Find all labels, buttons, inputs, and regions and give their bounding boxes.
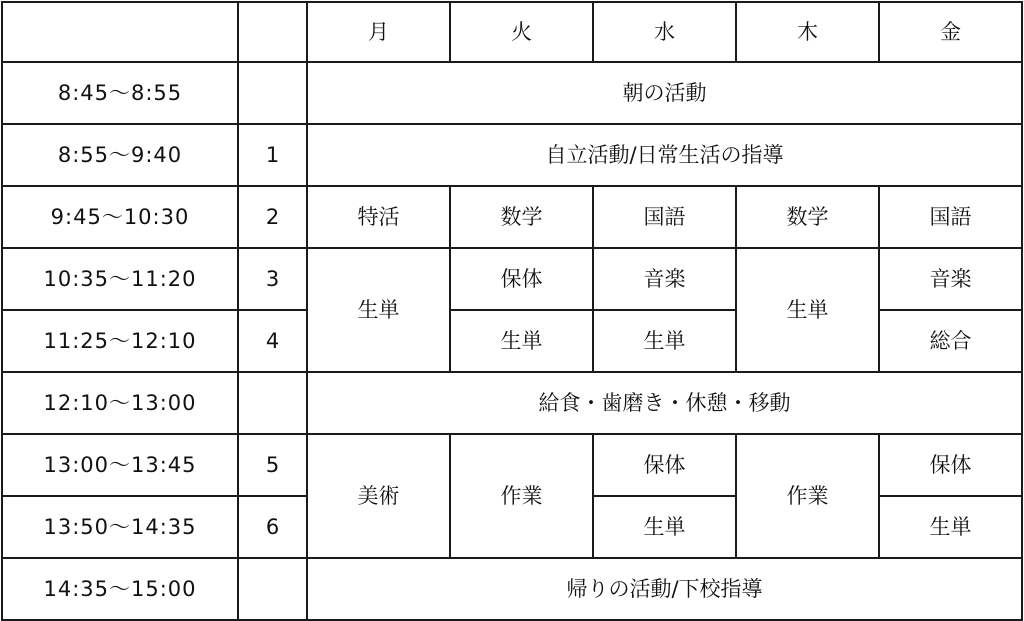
subject-cell-wed: 国語 [593, 186, 736, 248]
subject-cell-mon: 特活 [307, 186, 450, 248]
subject-cell-fri: 生単 [879, 496, 1022, 558]
header-day-tue: 火 [450, 2, 593, 62]
subject-cell-thu: 作業 [736, 434, 879, 558]
dismissal-activity-cell: 帰りの活動/下校指導 [307, 558, 1022, 620]
time-cell: 13:50〜14:35 [2, 496, 238, 558]
period-cell [238, 558, 307, 620]
table-row [2, 372, 1022, 434]
independent-activity-cell: 自立活動/日常生活の指導 [307, 124, 1022, 186]
table-row [2, 248, 1022, 310]
table-row [2, 124, 1022, 186]
period-cell: 6 [238, 496, 307, 558]
period-cell: 2 [238, 186, 307, 248]
lunch-break-cell: 給食・歯磨き・休憩・移動 [307, 372, 1022, 434]
time-cell: 12:10〜13:00 [2, 372, 238, 434]
period-cell: 4 [238, 310, 307, 372]
subject-cell-wed: 生単 [593, 310, 736, 372]
subject-cell-fri: 音楽 [879, 248, 1022, 310]
table-row [2, 62, 1022, 124]
subject-cell-tue: 数学 [450, 186, 593, 248]
header-period-cell [238, 2, 307, 62]
header-row [2, 2, 1022, 62]
header-time-cell [2, 2, 238, 62]
weekly-timetable [1, 1, 1023, 621]
header-day-thu: 木 [736, 2, 879, 62]
subject-cell-fri: 保体 [879, 434, 1022, 496]
time-cell: 8:45〜8:55 [2, 62, 238, 124]
period-cell [238, 62, 307, 124]
header-day-wed: 水 [593, 2, 736, 62]
period-cell: 3 [238, 248, 307, 310]
period-cell: 1 [238, 124, 307, 186]
table-row [2, 434, 1022, 496]
header-day-fri: 金 [879, 2, 1022, 62]
morning-activity-cell: 朝の活動 [307, 62, 1022, 124]
subject-cell-fri: 総合 [879, 310, 1022, 372]
table-row [2, 186, 1022, 248]
time-cell: 13:00〜13:45 [2, 434, 238, 496]
subject-cell-thu: 数学 [736, 186, 879, 248]
period-cell [238, 372, 307, 434]
subject-cell-mon: 生単 [307, 248, 450, 372]
time-cell: 14:35〜15:00 [2, 558, 238, 620]
time-cell: 11:25〜12:10 [2, 310, 238, 372]
period-cell: 5 [238, 434, 307, 496]
time-cell: 8:55〜9:40 [2, 124, 238, 186]
subject-cell-wed: 音楽 [593, 248, 736, 310]
time-cell: 10:35〜11:20 [2, 248, 238, 310]
time-cell: 9:45〜10:30 [2, 186, 238, 248]
subject-cell-tue: 保体 [450, 248, 593, 310]
subject-cell-mon: 美術 [307, 434, 450, 558]
subject-cell-fri: 国語 [879, 186, 1022, 248]
subject-cell-wed: 生単 [593, 496, 736, 558]
subject-cell-thu: 生単 [736, 248, 879, 372]
table-row [2, 558, 1022, 620]
subject-cell-wed: 保体 [593, 434, 736, 496]
subject-cell-tue: 生単 [450, 310, 593, 372]
header-day-mon: 月 [307, 2, 450, 62]
subject-cell-tue: 作業 [450, 434, 593, 558]
